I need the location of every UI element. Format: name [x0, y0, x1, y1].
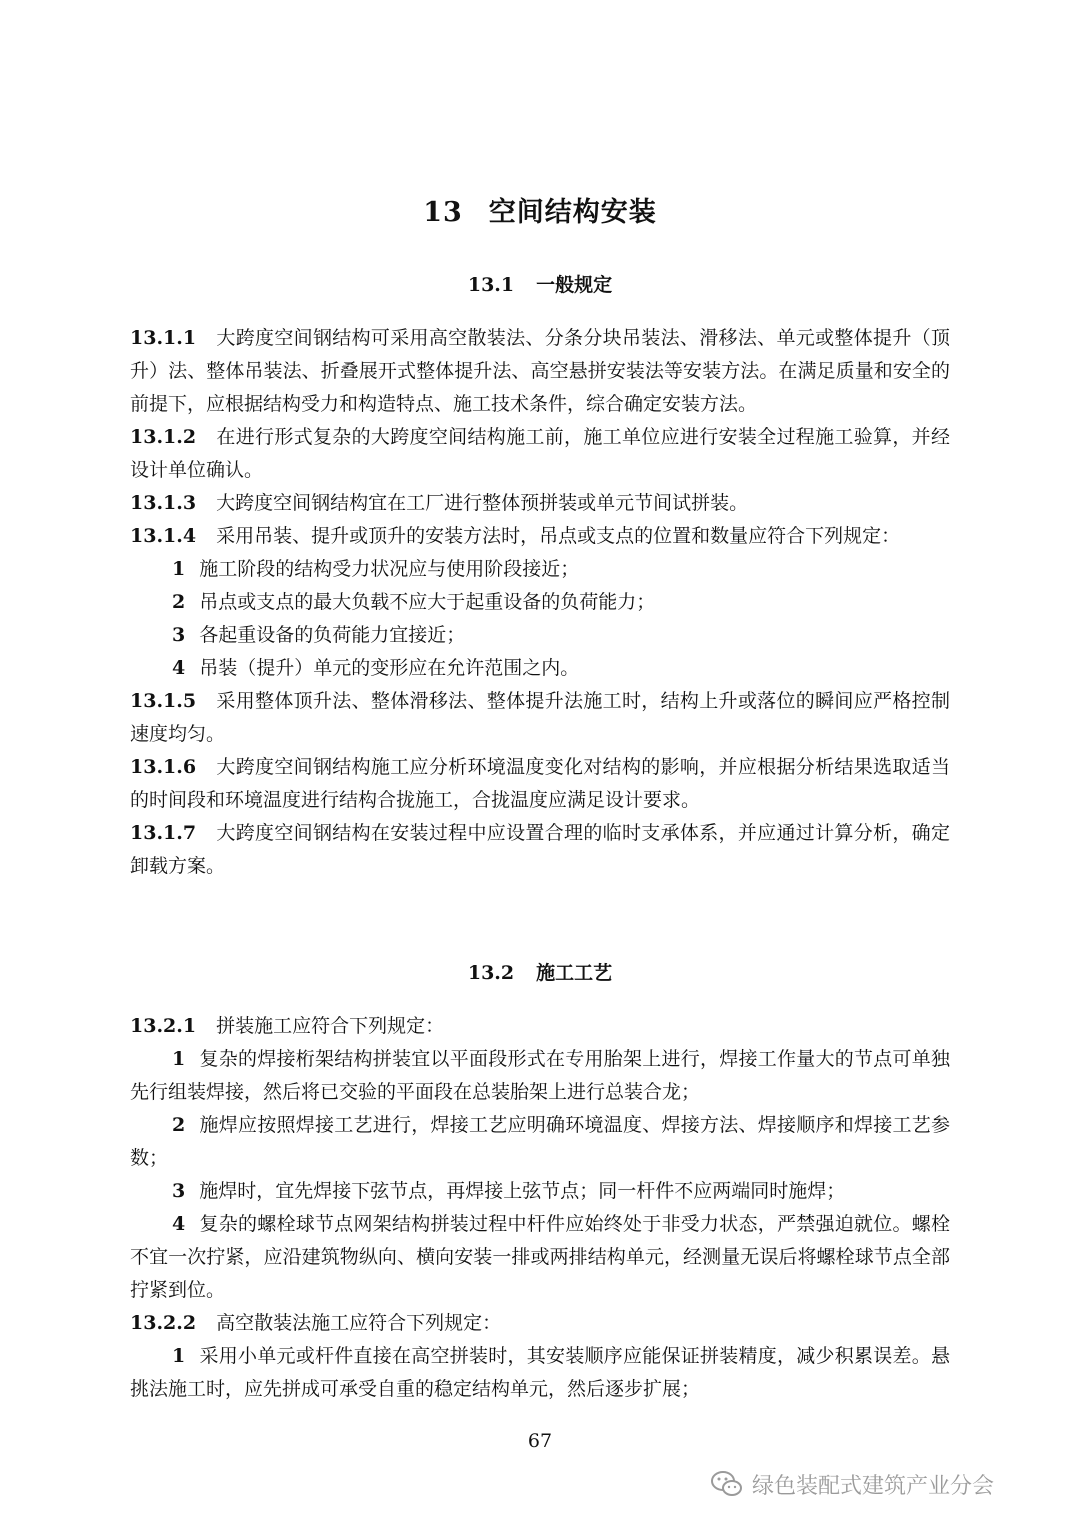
clause-number: 13.1.3 — [130, 492, 197, 514]
clause-text: 大跨度空间钢结构宜在工厂进行整体预拼装或单元节间试拼装。 — [216, 492, 749, 514]
section-title-text: 一般规定 — [536, 274, 613, 296]
watermark-text: 绿色装配式建筑产业分会 — [752, 1473, 995, 1499]
clause-text: 大跨度空间钢结构可采用高空散装法、分条分块吊装法、滑移法、单元或整体提升（顶升）法、整体吊装法、折叠展开式整体提升法、高空悬拼安装法等安装方法。在满足质量和安全的前提下，应根据结构受力和构造特点、施工技术条件，综合确定安装方法。 — [130, 327, 950, 415]
clause-number: 13.1.2 — [130, 426, 197, 448]
clause-number: 13.2.2 — [130, 1312, 197, 1334]
item-number: 3 — [172, 1180, 186, 1202]
item-number: 3 — [172, 624, 186, 646]
clause-text: 拼装施工应符合下列规定： — [216, 1015, 445, 1037]
item-text: 施焊时，宜先焊接下弦节点，再焊接上弦节点；同一杆件不应两端同时施焊； — [199, 1180, 846, 1202]
clause-13-1-6 — [130, 751, 950, 817]
section-body-13-1 — [130, 322, 950, 883]
clause-number: 13.1.6 — [130, 756, 197, 778]
clause-13-2-1 — [130, 1010, 950, 1043]
chapter-title-text: 空间结构安装 — [488, 197, 657, 228]
clause-text: 大跨度空间钢结构在安装过程中应设置合理的临时支承体系，并应通过计算分析，确定卸载方案。 — [130, 822, 950, 877]
chapter-title — [0, 190, 1080, 229]
item-number: 1 — [172, 1048, 186, 1070]
page-number: 67 — [527, 1430, 553, 1452]
section-title-13-1 — [0, 270, 1080, 297]
watermark — [710, 1464, 1060, 1504]
clause-number: 13.1.1 — [130, 327, 197, 349]
item-number: 2 — [172, 591, 186, 613]
clause-13-1-7 — [130, 817, 950, 883]
item-text: 复杂的焊接桁架结构拼装宜以平面段形式在专用胎架上进行，焊接工作量大的节点可单独先行组装焊接，然后将已交验的平面段在总装胎架上进行总装合龙； — [130, 1048, 950, 1103]
list-item — [130, 652, 950, 685]
list-item — [130, 1340, 950, 1406]
list-item — [130, 1043, 950, 1109]
list-item — [130, 1109, 950, 1175]
clause-13-1-5 — [130, 685, 950, 751]
clause-text: 采用吊装、提升或顶升的安装方法时，吊点或支点的位置和数量应符合下列规定： — [216, 525, 901, 547]
section-number: 13.2 — [467, 962, 515, 984]
list-item — [130, 1175, 950, 1208]
chapter-number: 13 — [423, 197, 463, 228]
section-title-13-2 — [0, 958, 1080, 985]
clause-text: 在进行形式复杂的大跨度空间结构施工前，施工单位应进行安装全过程施工验算，并经设计单位确认。 — [130, 426, 950, 481]
list-item — [130, 1208, 950, 1307]
item-text: 施工阶段的结构受力状况应与使用阶段接近； — [199, 558, 580, 580]
clause-13-1-3 — [130, 487, 950, 520]
wechat-icon — [710, 1469, 744, 1499]
clause-text: 高空散装法施工应符合下列规定： — [216, 1312, 502, 1334]
section-body-13-2 — [130, 1010, 950, 1406]
clause-13-1-4 — [130, 520, 950, 553]
clause-number: 13.1.7 — [130, 822, 197, 844]
item-text: 采用小单元或杆件直接在高空拼装时，其安装顺序应能保证拼装精度，减少积累误差。悬挑法施工时，应先拼成可承受自重的稳定结构单元，然后逐步扩展； — [130, 1345, 950, 1400]
item-text: 吊装（提升）单元的变形应在允许范围之内。 — [199, 657, 580, 679]
item-text: 吊点或支点的最大负载不应大于起重设备的负荷能力； — [199, 591, 656, 613]
item-number: 4 — [172, 657, 186, 679]
list-item — [130, 619, 950, 652]
section-number: 13.1 — [467, 274, 515, 296]
list-item — [130, 553, 950, 586]
item-text: 施焊应按照焊接工艺进行，焊接工艺应明确环境温度、焊接方法、焊接顺序和焊接工艺参数； — [130, 1114, 950, 1169]
clause-13-1-1 — [130, 322, 950, 421]
clause-number: 13.1.5 — [130, 690, 197, 712]
list-item — [130, 586, 950, 619]
item-number: 1 — [172, 1345, 186, 1367]
item-text: 各起重设备的负荷能力宜接近； — [199, 624, 466, 646]
section-title-text: 施工工艺 — [536, 962, 613, 984]
item-number: 4 — [172, 1213, 186, 1235]
clause-number: 13.2.1 — [130, 1015, 197, 1037]
clause-text: 采用整体顶升法、整体滑移法、整体提升法施工时，结构上升或落位的瞬间应严格控制速度均匀。 — [130, 690, 950, 745]
item-number: 2 — [172, 1114, 186, 1136]
clause-13-1-2 — [130, 421, 950, 487]
clause-number: 13.1.4 — [130, 525, 197, 547]
clause-text: 大跨度空间钢结构施工应分析环境温度变化对结构的影响，并应根据分析结果选取适当的时间段和环境温度进行结构合拢施工，合拢温度应满足设计要求。 — [130, 756, 950, 811]
item-number: 1 — [172, 558, 186, 580]
clause-13-2-2 — [130, 1307, 950, 1340]
item-text: 复杂的螺栓球节点网架结构拼装过程中杆件应始终处于非受力状态，严禁强迫就位。螺栓不宜一次拧紧，应沿建筑物纵向、横向安装一排或两排结构单元，经测量无误后将螺栓球节点全部拧紧到位。 — [130, 1213, 950, 1301]
